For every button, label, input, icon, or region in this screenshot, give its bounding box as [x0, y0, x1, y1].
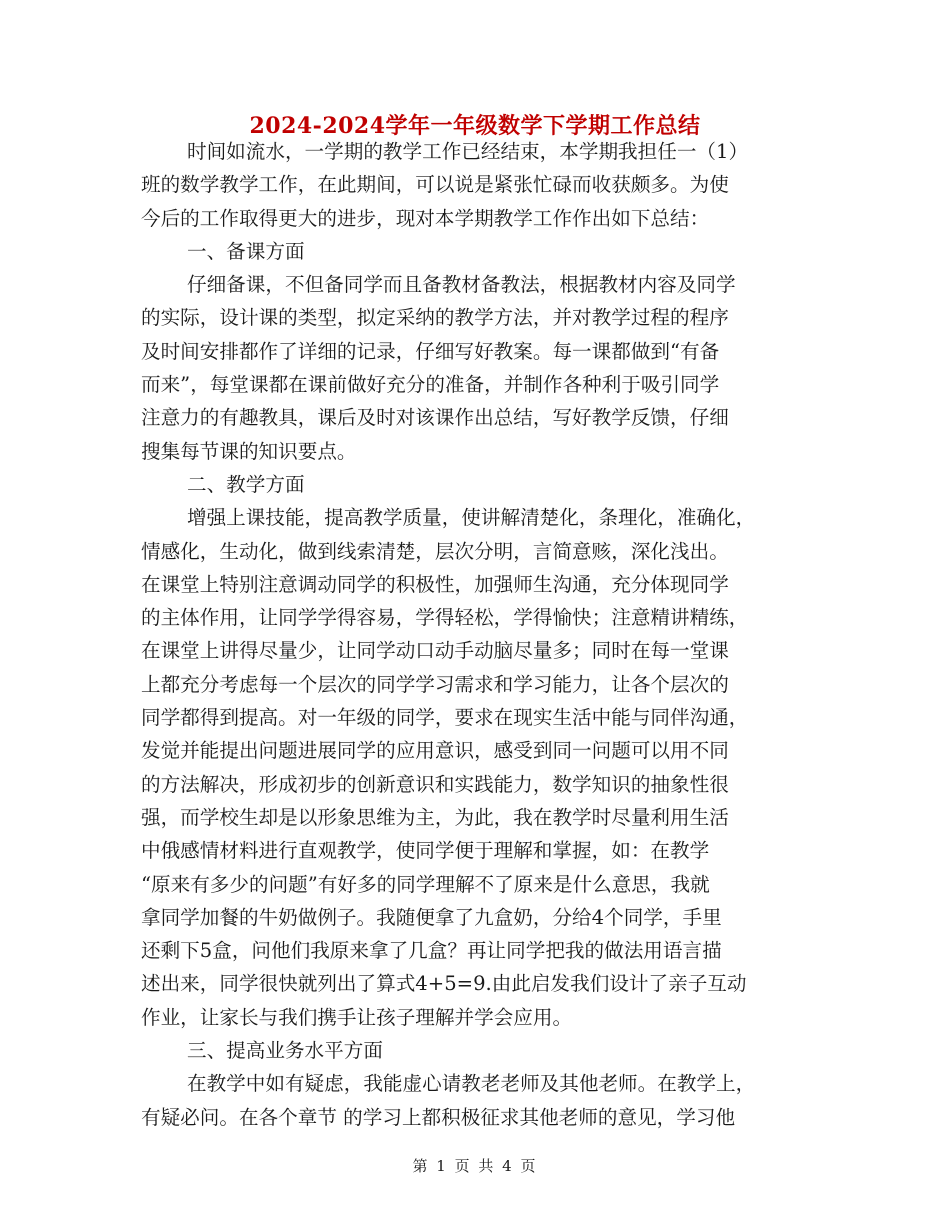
text-line: 上都充分考虑每一个层次的同学学习需求和学习能力，让各个层次的 [141, 672, 729, 696]
text-line: 作业，让家长与我们携手让孩子理解并学会应用。 [141, 1005, 573, 1029]
text-line: 还剩下5盒，问他们我原来拿了几盒？再让同学把我的做法用语言描 [141, 939, 722, 963]
text-line: 强，而学校生却是以形象思维为主，为此，我在教学时尽量利用生活 [141, 805, 729, 829]
text-line: 有疑必问。在各个章节 的学习上都积极征求其他老师的意见，学习他 [141, 1105, 736, 1129]
section-heading: 一、备课方面 [187, 239, 305, 263]
text-line: 发觉并能提出问题进展同学的应用意识，感受到同一问题可以用不同 [141, 739, 729, 763]
text-line: 的主体作用，让同学学得容易，学得轻松，学得愉快；注意精讲精练， [141, 606, 749, 630]
text-line: 同学都得到提高。对一年级的同学，要求在现实生活中能与同伴沟通， [141, 706, 749, 730]
text-line: 仔细备课，不但备同学而且备教材备教法，根据教材内容及同学 [187, 273, 736, 297]
page-title: 2024-2024学年一年级数学下学期工作总结 [249, 113, 701, 139]
text-line: 述出来，同学很快就列出了算式4+5=9.由此启发我们设计了亲子互动 [141, 972, 747, 996]
text-line: 增强上课技能，提高教学质量，使讲解清楚化，条理化，准确化， [187, 506, 756, 530]
section-heading: 三、提高业务水平方面 [187, 1039, 383, 1063]
document-body [141, 135, 811, 1134]
text-line: 时间如流水，一学期的教学工作已经结束，本学期我担任一（1） [187, 140, 749, 163]
text-line: 在课堂上讲得尽量少，让同学动口动手动脑尽量多；同时在每一堂课 [141, 639, 729, 663]
text-line: “原来有多少的问题”有好多的同学理解不了原来是什么意思，我就 [141, 872, 710, 896]
text-line: 注意力的有趣教具，课后及时对该课作出总结，写好教学反馈，仔细 [141, 406, 729, 430]
section-heading: 二、教学方面 [187, 472, 305, 496]
text-line: 及时间安排都作了详细的记录，仔细写好教案。每一课都做到“有备 [141, 339, 720, 363]
text-line: 班的数学教学工作，在此期间，可以说是紧张忙碌而收获颇多。为使 [141, 173, 729, 197]
text-line: 今后的工作取得更大的进步，现对本学期教学工作作出如下总结： [141, 206, 710, 230]
text-line: 情感化，生动化，做到线索清楚，层次分明，言简意赅，深化浅出。 [141, 539, 729, 563]
text-line: 而来”，每堂课都在课前做好充分的准备，并制作各种利于吸引同学 [141, 373, 720, 397]
text-line: 拿同学加餐的牛奶做例子。我随便拿了九盒奶，分给4个同学，手里 [141, 905, 722, 929]
text-line: 中俄感情材料进行直观教学，使同学便于理解和掌握，如：在教学 [141, 839, 710, 863]
text-line: 在教学中如有疑虑，我能虚心请教老老师及其他老师。在教学上， [187, 1072, 756, 1096]
text-line: 的方法解决，形成初步的创新意识和实践能力，数学知识的抽象性很 [141, 772, 729, 796]
text-line: 的实际，设计课的类型，拟定采纳的教学方法，并对教学过程的程序 [141, 306, 729, 330]
page-footer: 第 1 页 共 4 页 [412, 1157, 538, 1175]
text-line: 在课堂上特别注意调动同学的积极性，加强师生沟通，充分体现同学 [141, 572, 729, 596]
text-line: 搜集每节课的知识要点。 [141, 439, 357, 463]
